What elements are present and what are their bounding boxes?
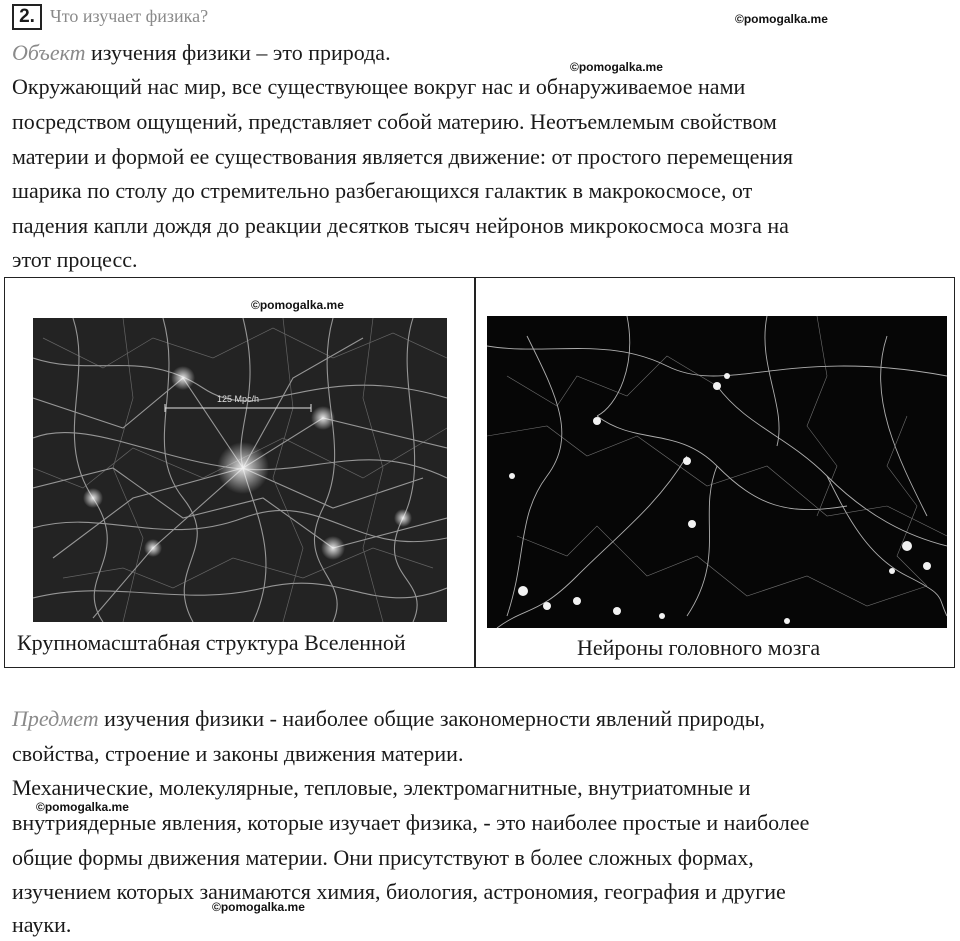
watermark: ©pomogalka.me bbox=[212, 900, 305, 914]
object-term: Объект bbox=[12, 40, 86, 65]
paragraph2-line: общие формы движения материи. Они присутствуют в более сложных формах, bbox=[12, 845, 754, 870]
paragraph2-line: Механические, молекулярные, тепловые, электромагнитные, внутриатомные и bbox=[12, 775, 751, 800]
paragraph1-line: падения капли дождя до реакции десятков тысяч нейронов микрокосмоса мозга на bbox=[12, 213, 789, 238]
paragraph2-line1 bbox=[12, 704, 765, 734]
watermark: ©pomogalka.me bbox=[735, 12, 828, 26]
right-caption: Нейроны головного мозга bbox=[577, 635, 821, 660]
figures-table bbox=[4, 277, 955, 668]
table-divider bbox=[474, 278, 476, 667]
paragraph2-line: изучением которых занимаются химия, биология, астрономия, география и другие bbox=[12, 879, 786, 904]
task-number: 2. bbox=[12, 4, 42, 30]
paragraph1-line: материи и формой ее существования является движение: от простого перемещения bbox=[12, 144, 794, 169]
paragraph1-line: Окружающий нас мир, все существующее вокруг нас и обнаруживаемое нами bbox=[12, 74, 746, 99]
question-title: Что изучает физика? bbox=[50, 6, 209, 26]
paragraph2-line: внутриядерные явления, которые изучает физика, - это наиболее простые и наиболее bbox=[12, 810, 810, 835]
paragraph1-line: шарика по столу до стремительно разбегающихся галактик в макрокосмосе, от bbox=[12, 178, 753, 203]
object-definition: изучения физики – это природа. bbox=[85, 40, 391, 65]
subject-term: Предмет bbox=[12, 706, 99, 731]
neurons-image bbox=[487, 316, 947, 628]
watermark: ©pomogalka.me bbox=[251, 298, 344, 312]
scale-label: 125 Mpc/h bbox=[216, 394, 260, 404]
left-caption: Крупномасштабная структура Вселенной bbox=[17, 630, 406, 655]
paragraph1-line: посредством ощущений, представляет собой материю. Неотъемлемым свойством bbox=[12, 109, 777, 134]
paragraph1-line1 bbox=[12, 38, 391, 68]
watermark: ©pomogalka.me bbox=[570, 60, 663, 74]
paragraph2-line: свойства, строение и законы движения материи. bbox=[12, 741, 464, 766]
cosmic-web-image bbox=[33, 318, 447, 622]
paragraph1-line: этот процесс. bbox=[12, 247, 138, 272]
watermark: ©pomogalka.me bbox=[36, 800, 129, 814]
paragraph2-line: науки. bbox=[12, 912, 72, 937]
subject-definition: изучения физики - наиболее общие закономерности явлений природы, bbox=[98, 706, 766, 731]
